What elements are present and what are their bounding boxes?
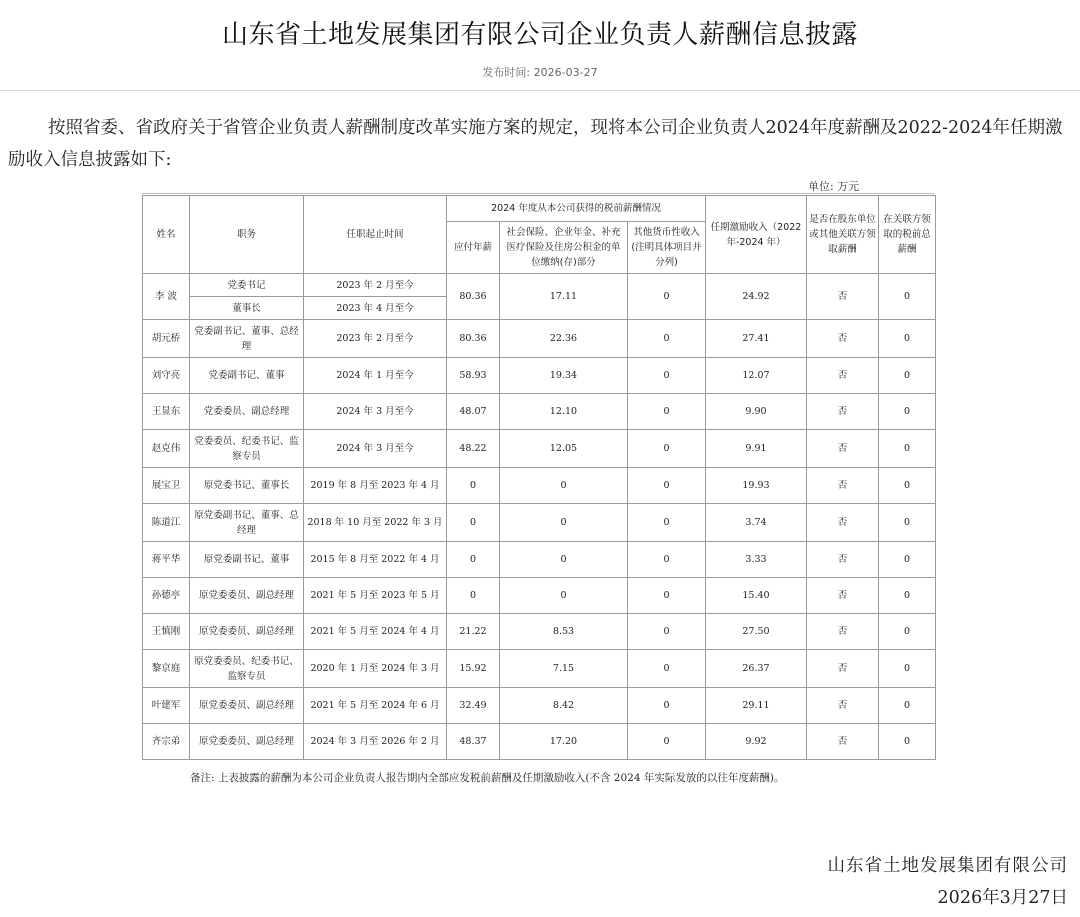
cell-other-income: 0	[628, 542, 706, 578]
cell-name: 蒋平华	[143, 542, 190, 578]
cell-other-income: 0	[628, 430, 706, 468]
cell-position: 党委书记	[190, 274, 304, 297]
cell-position: 党委副书记、董事	[190, 358, 304, 394]
header-pay-group: 2024 年度从本公司获得的税前薪酬情况	[447, 196, 706, 222]
unit-label: 单位: 万元	[808, 180, 860, 193]
cell-shareholder: 否	[807, 274, 879, 320]
cell-salary: 15.92	[447, 650, 500, 688]
cell-shareholder: 否	[807, 542, 879, 578]
table-row	[143, 430, 936, 468]
cell-related: 0	[879, 614, 936, 650]
cell-shareholder: 否	[807, 614, 879, 650]
header-name: 姓名	[143, 196, 190, 274]
cell-position: 原党委委员、副总经理	[190, 688, 304, 724]
cell-shareholder: 否	[807, 578, 879, 614]
cell-name: 刘守亮	[143, 358, 190, 394]
cell-tenure: 2020 年 1 月至 2024 年 3 月	[304, 650, 447, 688]
publish-date	[0, 64, 1080, 80]
cell-position: 原党委委员、副总经理	[190, 724, 304, 760]
cell-other-income: 0	[628, 320, 706, 358]
cell-position: 董事长	[190, 297, 304, 320]
header-insurance: 社会保险、企业年金、补充医疗保险及住房公积金的单位缴纳(存)部分	[500, 222, 628, 274]
cell-related: 0	[879, 724, 936, 760]
cell-position: 原党委委员、副总经理	[190, 614, 304, 650]
cell-incentive: 27.41	[706, 320, 807, 358]
header-divider	[0, 90, 1080, 91]
cell-incentive: 26.37	[706, 650, 807, 688]
cell-tenure: 2024 年 3 月至今	[304, 430, 447, 468]
cell-salary: 0	[447, 542, 500, 578]
table-row	[143, 688, 936, 724]
unit-rule	[142, 193, 934, 194]
cell-related: 0	[879, 504, 936, 542]
cell-related: 0	[879, 650, 936, 688]
page-title: 山东省土地发展集团有限公司企业负责人薪酬信息披露	[221, 20, 858, 50]
cell-salary: 32.49	[447, 688, 500, 724]
cell-name: 王慎刚	[143, 614, 190, 650]
cell-salary: 80.36	[447, 274, 500, 320]
cell-name: 胡元桥	[143, 320, 190, 358]
cell-salary: 0	[447, 578, 500, 614]
cell-position: 原党委副书记、董事	[190, 542, 304, 578]
cell-tenure: 2023 年 4 月至今	[304, 297, 447, 320]
cell-shareholder: 否	[807, 358, 879, 394]
cell-shareholder: 否	[807, 320, 879, 358]
cell-insurance: 19.34	[500, 358, 628, 394]
cell-tenure: 2023 年 2 月至今	[304, 274, 447, 297]
table-row	[143, 578, 936, 614]
publish-label: 发布时间:	[482, 66, 531, 79]
table-row	[143, 504, 936, 542]
cell-shareholder: 否	[807, 468, 879, 504]
cell-name: 叶建军	[143, 688, 190, 724]
cell-insurance: 12.05	[500, 430, 628, 468]
cell-position: 党委委员、纪委书记、监察专员	[190, 430, 304, 468]
cell-name: 赵克伟	[143, 430, 190, 468]
cell-other-income: 0	[628, 394, 706, 430]
cell-shareholder: 否	[807, 504, 879, 542]
cell-salary: 0	[447, 468, 500, 504]
cell-incentive: 9.90	[706, 394, 807, 430]
header-tenure: 任职起止时间	[304, 196, 447, 274]
cell-tenure: 2024 年 1 月至今	[304, 358, 447, 394]
cell-salary: 80.36	[447, 320, 500, 358]
cell-shareholder: 否	[807, 394, 879, 430]
cell-salary: 48.37	[447, 724, 500, 760]
cell-related: 0	[879, 394, 936, 430]
cell-incentive: 9.92	[706, 724, 807, 760]
cell-position: 原党委书记、董事长	[190, 468, 304, 504]
cell-other-income: 0	[628, 468, 706, 504]
cell-incentive: 15.40	[706, 578, 807, 614]
cell-incentive: 3.33	[706, 542, 807, 578]
cell-position: 党委副书记、董事、总经理	[190, 320, 304, 358]
cell-tenure: 2021 年 5 月至 2023 年 5 月	[304, 578, 447, 614]
table-row	[143, 320, 936, 358]
cell-other-income: 0	[628, 578, 706, 614]
cell-related: 0	[879, 542, 936, 578]
header-related: 在关联方领取的税前总薪酬	[879, 196, 936, 274]
cell-salary: 21.22	[447, 614, 500, 650]
cell-tenure: 2024 年 3 月至 2026 年 2 月	[304, 724, 447, 760]
cell-insurance: 0	[500, 542, 628, 578]
cell-incentive: 24.92	[706, 274, 807, 320]
cell-name: 黎京庭	[143, 650, 190, 688]
cell-shareholder: 否	[807, 724, 879, 760]
cell-related: 0	[879, 578, 936, 614]
cell-shareholder: 否	[807, 650, 879, 688]
cell-insurance: 0	[500, 504, 628, 542]
cell-tenure: 2021 年 5 月至 2024 年 4 月	[304, 614, 447, 650]
cell-insurance: 17.11	[500, 274, 628, 320]
table-row	[143, 358, 936, 394]
cell-tenure: 2023 年 2 月至今	[304, 320, 447, 358]
table-row	[143, 614, 936, 650]
cell-tenure: 2018 年 10 月至 2022 年 3 月	[304, 504, 447, 542]
cell-insurance: 17.20	[500, 724, 628, 760]
cell-other-income: 0	[628, 688, 706, 724]
header-incentive: 任期激励收入（2022 年-2024 年）	[706, 196, 807, 274]
cell-insurance: 0	[500, 578, 628, 614]
cell-position: 原党委委员、纪委书记、监察专员	[190, 650, 304, 688]
table-row	[143, 394, 936, 430]
cell-name: 陈道江	[143, 504, 190, 542]
cell-other-income: 0	[628, 504, 706, 542]
cell-related: 0	[879, 688, 936, 724]
cell-related: 0	[879, 274, 936, 320]
cell-other-income: 0	[628, 724, 706, 760]
salary-table	[142, 195, 936, 760]
signature-date: 2026年3月27日	[937, 888, 1068, 908]
cell-tenure: 2024 年 3 月至今	[304, 394, 447, 430]
header-shareholder: 是否在股东单位或其他关联方领取薪酬	[807, 196, 879, 274]
cell-name: 展宝卫	[143, 468, 190, 504]
cell-insurance: 8.42	[500, 688, 628, 724]
cell-incentive: 29.11	[706, 688, 807, 724]
table-row	[143, 542, 936, 578]
cell-tenure: 2015 年 8 月至 2022 年 4 月	[304, 542, 447, 578]
cell-incentive: 9.91	[706, 430, 807, 468]
table-row	[143, 650, 936, 688]
cell-name: 王显东	[143, 394, 190, 430]
table-row	[143, 724, 936, 760]
cell-related: 0	[879, 468, 936, 504]
header-salary: 应付年薪	[447, 222, 500, 274]
cell-incentive: 3.74	[706, 504, 807, 542]
cell-position: 原党委委员、副总经理	[190, 578, 304, 614]
cell-shareholder: 否	[807, 688, 879, 724]
table-row	[143, 468, 936, 504]
header-position: 职务	[190, 196, 304, 274]
cell-incentive: 12.07	[706, 358, 807, 394]
cell-other-income: 0	[628, 614, 706, 650]
cell-related: 0	[879, 320, 936, 358]
cell-related: 0	[879, 430, 936, 468]
publish-date-value: 2026-03-27	[533, 66, 598, 79]
cell-other-income: 0	[628, 650, 706, 688]
cell-salary: 48.22	[447, 430, 500, 468]
cell-other-income: 0	[628, 274, 706, 320]
cell-salary: 58.93	[447, 358, 500, 394]
cell-position: 原党委副书记、董事、总经理	[190, 504, 304, 542]
cell-tenure: 2019 年 8 月至 2023 年 4 月	[304, 468, 447, 504]
cell-incentive: 19.93	[706, 468, 807, 504]
cell-insurance: 12.10	[500, 394, 628, 430]
cell-tenure: 2021 年 5 月至 2024 年 6 月	[304, 688, 447, 724]
intro-paragraph: 按照省委、省政府关于省管企业负责人薪酬制度改革实施方案的规定，现将本公司企业负责人2024年度薪酬及2022-2024年任期激励收入信息披露如下:	[8, 118, 1063, 170]
cell-shareholder: 否	[807, 430, 879, 468]
signature-company: 山东省土地发展集团有限公司	[827, 856, 1068, 876]
cell-name: 齐宗弟	[143, 724, 190, 760]
cell-salary: 0	[447, 504, 500, 542]
cell-insurance: 7.15	[500, 650, 628, 688]
cell-insurance: 8.53	[500, 614, 628, 650]
cell-insurance: 22.36	[500, 320, 628, 358]
cell-incentive: 27.50	[706, 614, 807, 650]
cell-insurance: 0	[500, 468, 628, 504]
cell-name: 孙德亭	[143, 578, 190, 614]
cell-other-income: 0	[628, 358, 706, 394]
table-row	[143, 274, 936, 297]
cell-name: 李 波	[143, 274, 190, 320]
header-other-income: 其他货币性收入(注明具体项目并分列)	[628, 222, 706, 274]
cell-salary: 48.07	[447, 394, 500, 430]
cell-position: 党委委员、副总经理	[190, 394, 304, 430]
cell-related: 0	[879, 358, 936, 394]
table-note: 备注: 上表披露的薪酬为本公司企业负责人报告期内全部应发税前薪酬及任期激励收入(不含 2024 年实际发放的以往年度薪酬)。	[190, 772, 785, 784]
